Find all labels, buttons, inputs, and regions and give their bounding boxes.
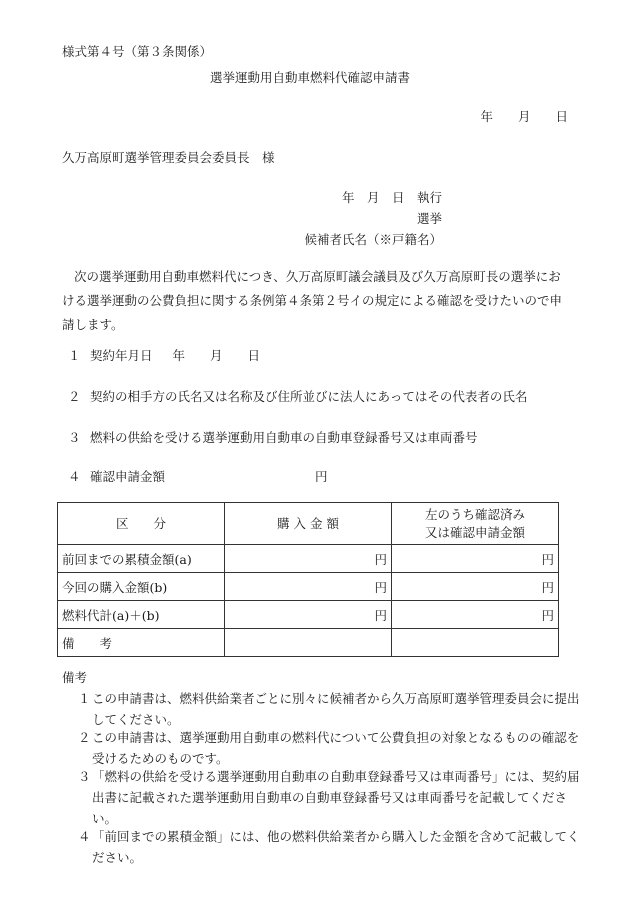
- item-label: 契約年月日: [90, 348, 153, 363]
- item-number: ４: [68, 469, 81, 484]
- note-text: この申請書は、選挙運動用自動車の燃料代について公費負担の対象となるものの確認を受けるためのものです。: [92, 730, 580, 766]
- item-vehicle-number: [68, 428, 478, 446]
- purchase-amount-cell: 円: [225, 601, 392, 629]
- document-title: 選挙運動用自動車燃料代確認申請書: [210, 70, 411, 85]
- item-contract-date: [68, 346, 260, 364]
- note-number: ４: [78, 829, 91, 844]
- remark-note: [78, 688, 584, 730]
- purchase-amount-cell: [225, 629, 392, 657]
- confirmed-amount-cell: 円: [392, 573, 559, 601]
- header-confirmed-amount: [392, 503, 559, 545]
- remark-note: [78, 727, 584, 769]
- row-label: 前回までの累積金額(a): [58, 545, 225, 573]
- item-requested-amount: [68, 467, 328, 485]
- note-number: ３: [78, 769, 91, 784]
- confirmed-amount-cell: 円: [392, 601, 559, 629]
- header-category: 区 分: [58, 503, 225, 545]
- confirmed-amount-cell: [392, 629, 559, 657]
- table-row: [58, 573, 559, 601]
- note-number: １: [78, 691, 91, 706]
- remarks-heading: 備考: [62, 670, 88, 685]
- item-contract-party: [68, 387, 527, 405]
- item-number: １: [68, 348, 81, 363]
- header-confirmed-line1: 左のうち確認済み: [424, 506, 525, 522]
- purchase-amount-cell: 円: [225, 545, 392, 573]
- note-number: ２: [78, 730, 91, 745]
- table-row: [58, 545, 559, 573]
- item-label: 燃料の供給を受ける選挙運動用自動車の自動車登録番号又は車両番号: [90, 430, 478, 445]
- item-label: 契約の相手方の氏名又は名称及び住所並びに法人にあってはその代表者の氏名: [90, 389, 528, 404]
- row-label: 燃料代計(a)＋(b): [58, 601, 225, 629]
- contract-date-fields: 年 月 日: [172, 348, 261, 363]
- addressee: 久万高原町選挙管理委員会委員長 様: [62, 150, 275, 165]
- purchase-amount-cell: 円: [225, 573, 392, 601]
- election-date-line: 年 月 日 執行: [341, 190, 442, 205]
- row-label: 今回の購入金額(b): [58, 573, 225, 601]
- note-text: この申請書は、燃料供給業者ごとに別々に候補者から久万高原町選挙管理委員会に提出してください。: [92, 691, 580, 727]
- item-label: 確認申請金額: [90, 469, 166, 484]
- form-number: 様式第４号（第３条関係）: [62, 44, 213, 59]
- header-purchase-amount: 購 入 金 額: [225, 503, 392, 545]
- fuel-cost-table: [57, 502, 559, 657]
- yen-unit: 円: [315, 469, 328, 484]
- row-label: 備 考: [58, 629, 225, 657]
- note-text: 「前回までの累積金額」には、他の燃料供給業者から購入した金額を含めて記載してください。: [92, 829, 580, 865]
- table-row: [58, 601, 559, 629]
- candidate-name-label: 候補者氏名（※戸籍名）: [304, 232, 442, 247]
- election-label: 選挙: [416, 211, 442, 226]
- table-header-row: [58, 503, 559, 545]
- remark-note: [78, 826, 584, 868]
- confirmed-amount-cell: 円: [392, 545, 559, 573]
- item-number: ３: [68, 430, 81, 445]
- application-date: 年 月 日: [480, 109, 568, 124]
- table-row: [58, 629, 559, 657]
- remark-note: [78, 766, 584, 829]
- header-confirmed-line2: 又は確認申請金額: [424, 524, 525, 540]
- body-paragraph: 次の選挙運動用自動車燃料代につき、久万高原町議会議員及び久万高原町長の選挙における選挙運動の公費負担に関する条例第４条第２号イの規定による確認を受けたいので申請します。: [62, 269, 563, 332]
- note-text: 「燃料の供給を受ける選挙運動用自動車の自動車登録番号又は車両番号」には、契約届出書に記載された選挙運動用自動車の自動車登録番号又は車両番号を記載してください。: [92, 769, 580, 826]
- item-number: ２: [68, 389, 81, 404]
